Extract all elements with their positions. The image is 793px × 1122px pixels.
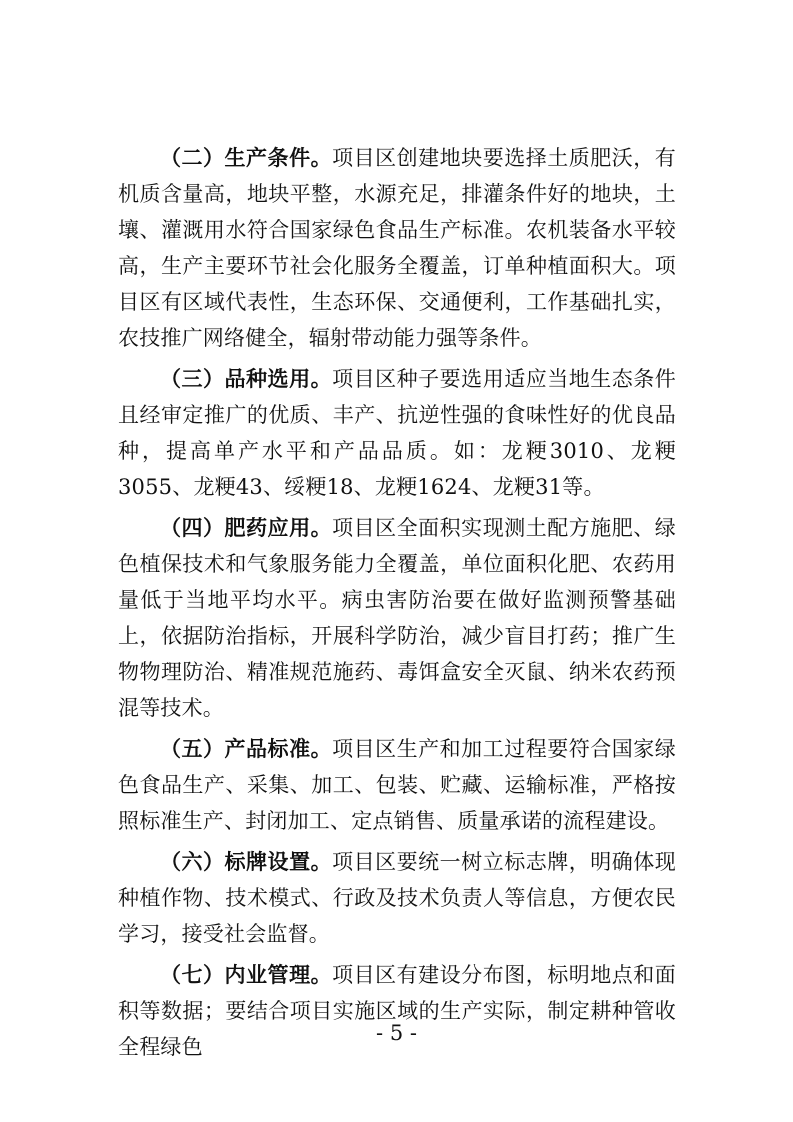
paragraph-heading: （四）肥药应用。 — [160, 515, 333, 540]
paragraph-heading: （二）生产条件。 — [160, 145, 333, 170]
paragraph-heading: （三）品种选用。 — [160, 366, 333, 391]
page-number: - 5 - — [376, 1021, 417, 1045]
paragraph-body: 项目区生产和加工过程要符合国家绿色食品生产、采集、加工、包装、贮藏、运输标准，严格按照标准生产、封闭加工、定点销售、质量承诺的流程建设。 — [118, 737, 676, 833]
paragraph-fertilizer-pesticide — [118, 510, 676, 726]
paragraph-signage — [118, 844, 676, 952]
paragraph-body: 项目区种子要选用适应当地生态条件且经审定推广的优质、丰产、抗逆性强的食味性好的优良品种，提高单产水平和产品品质。如：龙粳3010、龙粳3055、龙粳43、绥粳18、龙粳1624、龙粳31等。 — [118, 367, 676, 499]
paragraph-product-standards — [118, 731, 676, 839]
paragraph-heading: （六）标牌设置。 — [160, 849, 333, 874]
paragraph-body: 项目区要统一树立标志牌，明确体现种植作物、技术模式、行政及技术负责人等信息，方便农民学习，接受社会监督。 — [118, 850, 676, 946]
paragraph-body: 项目区创建地块要选择土质肥沃，有机质含量高，地块平整，水源充足，排灌条件好的地块，土壤、灌溉用水符合国家绿色食品生产标准。农机装备水平较高，生产主要环节社会化服务全覆盖，订单种植面积大。项目区有区域代表性，生态环保、交通便利，工作基础扎实，农技推广网络健全，辐射带动能力强等条件。 — [118, 146, 676, 350]
paragraph-body: 项目区全面积实现测土配方施肥、绿色植保技术和气象服务能力全覆盖，单位面积化肥、农药用量低于当地平均水平。病虫害防治要在做好监测预警基础上，依据防治指标，开展科学防治，减少盲目打药；推广生物物理防治、精准规范施药、毒饵盒安全灭鼠、纳米农药预混等技术。 — [118, 516, 676, 720]
paragraph-internal-management — [118, 957, 676, 1065]
document-page — [118, 140, 676, 1070]
paragraph-body: 项目区有建设分布图，标明地点和面积等数据；要结合项目实施区域的生产实际，制定耕种管收全程绿色 — [118, 963, 676, 1059]
paragraph-variety-selection — [118, 361, 676, 505]
paragraph-heading: （五）产品标准。 — [160, 736, 333, 761]
paragraph-production-conditions — [118, 140, 676, 356]
paragraph-heading: （七）内业管理。 — [160, 962, 333, 987]
